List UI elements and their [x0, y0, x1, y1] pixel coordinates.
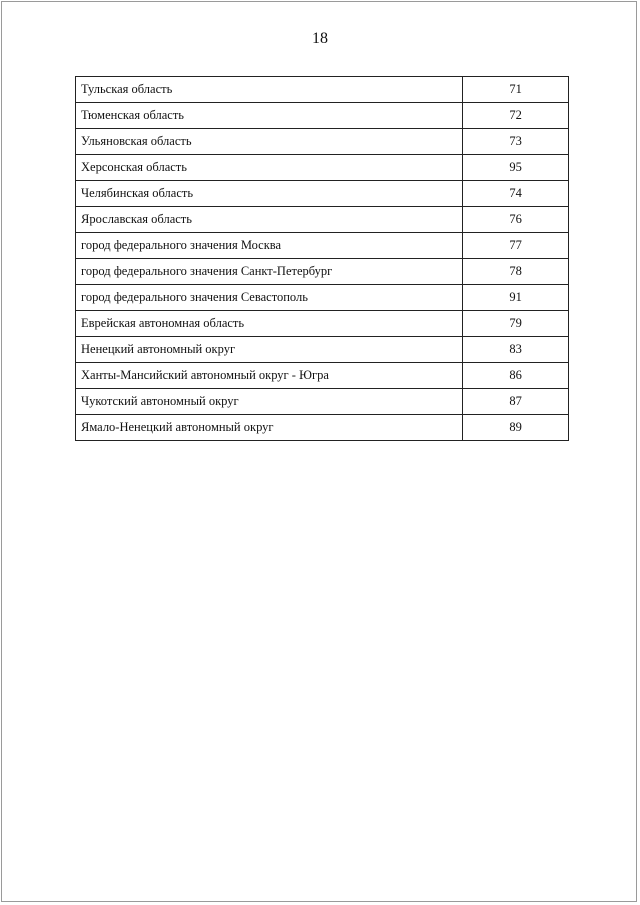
- table-row: [76, 337, 569, 363]
- region-code-cell: 79: [463, 311, 569, 337]
- region-name-cell: Ямало-Ненецкий автономный округ: [76, 415, 463, 441]
- region-name-cell: Тульская область: [76, 77, 463, 103]
- region-name-cell: Челябинская область: [76, 181, 463, 207]
- region-code-cell: 77: [463, 233, 569, 259]
- region-name-cell: Ульяновская область: [76, 129, 463, 155]
- region-name-cell: Чукотский автономный округ: [76, 389, 463, 415]
- region-code-cell: 95: [463, 155, 569, 181]
- table-row: [76, 155, 569, 181]
- region-name-cell: город федерального значения Севастополь: [76, 285, 463, 311]
- table-row: [76, 181, 569, 207]
- table-row: [76, 259, 569, 285]
- table-row: [76, 129, 569, 155]
- region-name-cell: Херсонская область: [76, 155, 463, 181]
- region-code-cell: 76: [463, 207, 569, 233]
- region-name-cell: Ханты-Мансийский автономный округ - Югра: [76, 363, 463, 389]
- region-name-cell: Ненецкий автономный округ: [76, 337, 463, 363]
- regions-table: [75, 76, 569, 441]
- table-row: [76, 77, 569, 103]
- table-row: [76, 285, 569, 311]
- page-number: 18: [312, 30, 328, 47]
- table-row: [76, 311, 569, 337]
- region-code-cell: 78: [463, 259, 569, 285]
- region-code-cell: 72: [463, 103, 569, 129]
- table-row: [76, 363, 569, 389]
- region-name-cell: Тюменская область: [76, 103, 463, 129]
- region-code-cell: 73: [463, 129, 569, 155]
- region-code-cell: 83: [463, 337, 569, 363]
- region-code-cell: 86: [463, 363, 569, 389]
- region-name-cell: город федерального значения Москва: [76, 233, 463, 259]
- region-code-cell: 89: [463, 415, 569, 441]
- table-row: [76, 389, 569, 415]
- region-name-cell: Еврейская автономная область: [76, 311, 463, 337]
- region-code-cell: 87: [463, 389, 569, 415]
- table-row: [76, 233, 569, 259]
- region-name-cell: Ярославская область: [76, 207, 463, 233]
- table-row: [76, 103, 569, 129]
- region-code-cell: 71: [463, 77, 569, 103]
- table-row: [76, 415, 569, 441]
- region-code-cell: 74: [463, 181, 569, 207]
- regions-table-body: [76, 77, 569, 441]
- region-code-cell: 91: [463, 285, 569, 311]
- region-name-cell: город федерального значения Санкт-Петербург: [76, 259, 463, 285]
- table-row: [76, 207, 569, 233]
